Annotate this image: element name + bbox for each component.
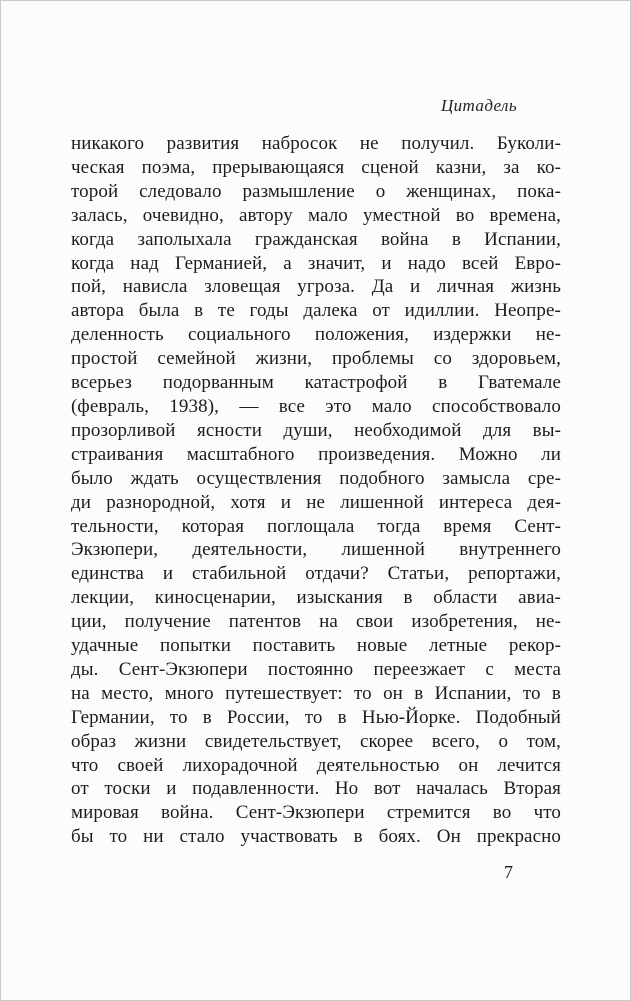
page-number: 7 bbox=[504, 862, 513, 882]
text-line: торой следовало размышление о женщинах, пока- bbox=[71, 180, 561, 202]
text-line: образ жизни свидетельствует, скорее всего, о том, bbox=[71, 730, 561, 752]
page-footer bbox=[71, 862, 561, 883]
text-line: лекции, киносценарии, изыскания в области авиа- bbox=[71, 587, 561, 609]
text-line: ции, получение патентов на свои изобретения, не- bbox=[71, 611, 561, 633]
text-line: тельности, которая поглощала тогда время Сент- bbox=[71, 515, 561, 537]
running-header: Цитадель bbox=[440, 96, 517, 115]
text-line: единства и стабильной отдачи? Статьи, репортажи, bbox=[71, 563, 561, 585]
text-line: бы то ни стало участвовать в боях. Он прекрасно bbox=[71, 826, 561, 848]
text-line: Экзюпери, деятельности, лишенной внутреннего bbox=[71, 539, 561, 561]
text-line: на место, много путешествует: то он в Испании, то в bbox=[71, 682, 561, 704]
text-line: когда заполыхала гражданская война в Испании, bbox=[71, 228, 561, 250]
body-text bbox=[71, 132, 561, 849]
text-line: (февраль, 1938), — все это мало способствовало bbox=[71, 395, 561, 417]
text-line: что своей лихорадочной деятельностью он лечится bbox=[71, 754, 561, 776]
text-line: всерьез подорванным катастрофой в Гватемале bbox=[71, 372, 561, 394]
text-line: страивания масштабного произведения. Можно ли bbox=[71, 443, 561, 465]
text-line: пой, нависла зловещая угроза. Да и личная жизнь bbox=[71, 276, 561, 298]
text-line: Германии, то в России, то в Нью-Йорке. Подобный bbox=[71, 706, 561, 728]
text-line: от тоски и подавленности. Но вот началась Вторая bbox=[71, 778, 561, 800]
text-line: было ждать осуществления подобного замысла сре- bbox=[71, 467, 561, 489]
text-line: удачные попытки поставить новые летные рекор- bbox=[71, 635, 561, 657]
text-line: прозорливой ясности души, необходимой для вы- bbox=[71, 419, 561, 441]
text-line: мировая война. Сент-Экзюпери стремится во что bbox=[71, 802, 561, 824]
text-line: ды. Сент-Экзюпери постоянно переезжает с места bbox=[71, 658, 561, 680]
text-line: автора была в те годы далека от идиллии. Неопре- bbox=[71, 300, 561, 322]
text-line: никакого развития набросок не получил. Буколи- bbox=[71, 133, 561, 154]
text-line: залась, очевидно, автору мало уместной во времена, bbox=[71, 204, 561, 226]
text-line: ди разнородной, хотя и не лишенной интереса дея- bbox=[71, 491, 561, 513]
text-line: когда над Германией, а значит, и надо всей Евро- bbox=[71, 252, 561, 274]
text-line: ческая поэма, прерывающаяся сценой казни, за ко- bbox=[71, 156, 561, 178]
text-line: деленность социального положения, издержки не- bbox=[71, 324, 561, 346]
text-line: простой семейной жизни, проблемы со здоровьем, bbox=[71, 348, 561, 370]
